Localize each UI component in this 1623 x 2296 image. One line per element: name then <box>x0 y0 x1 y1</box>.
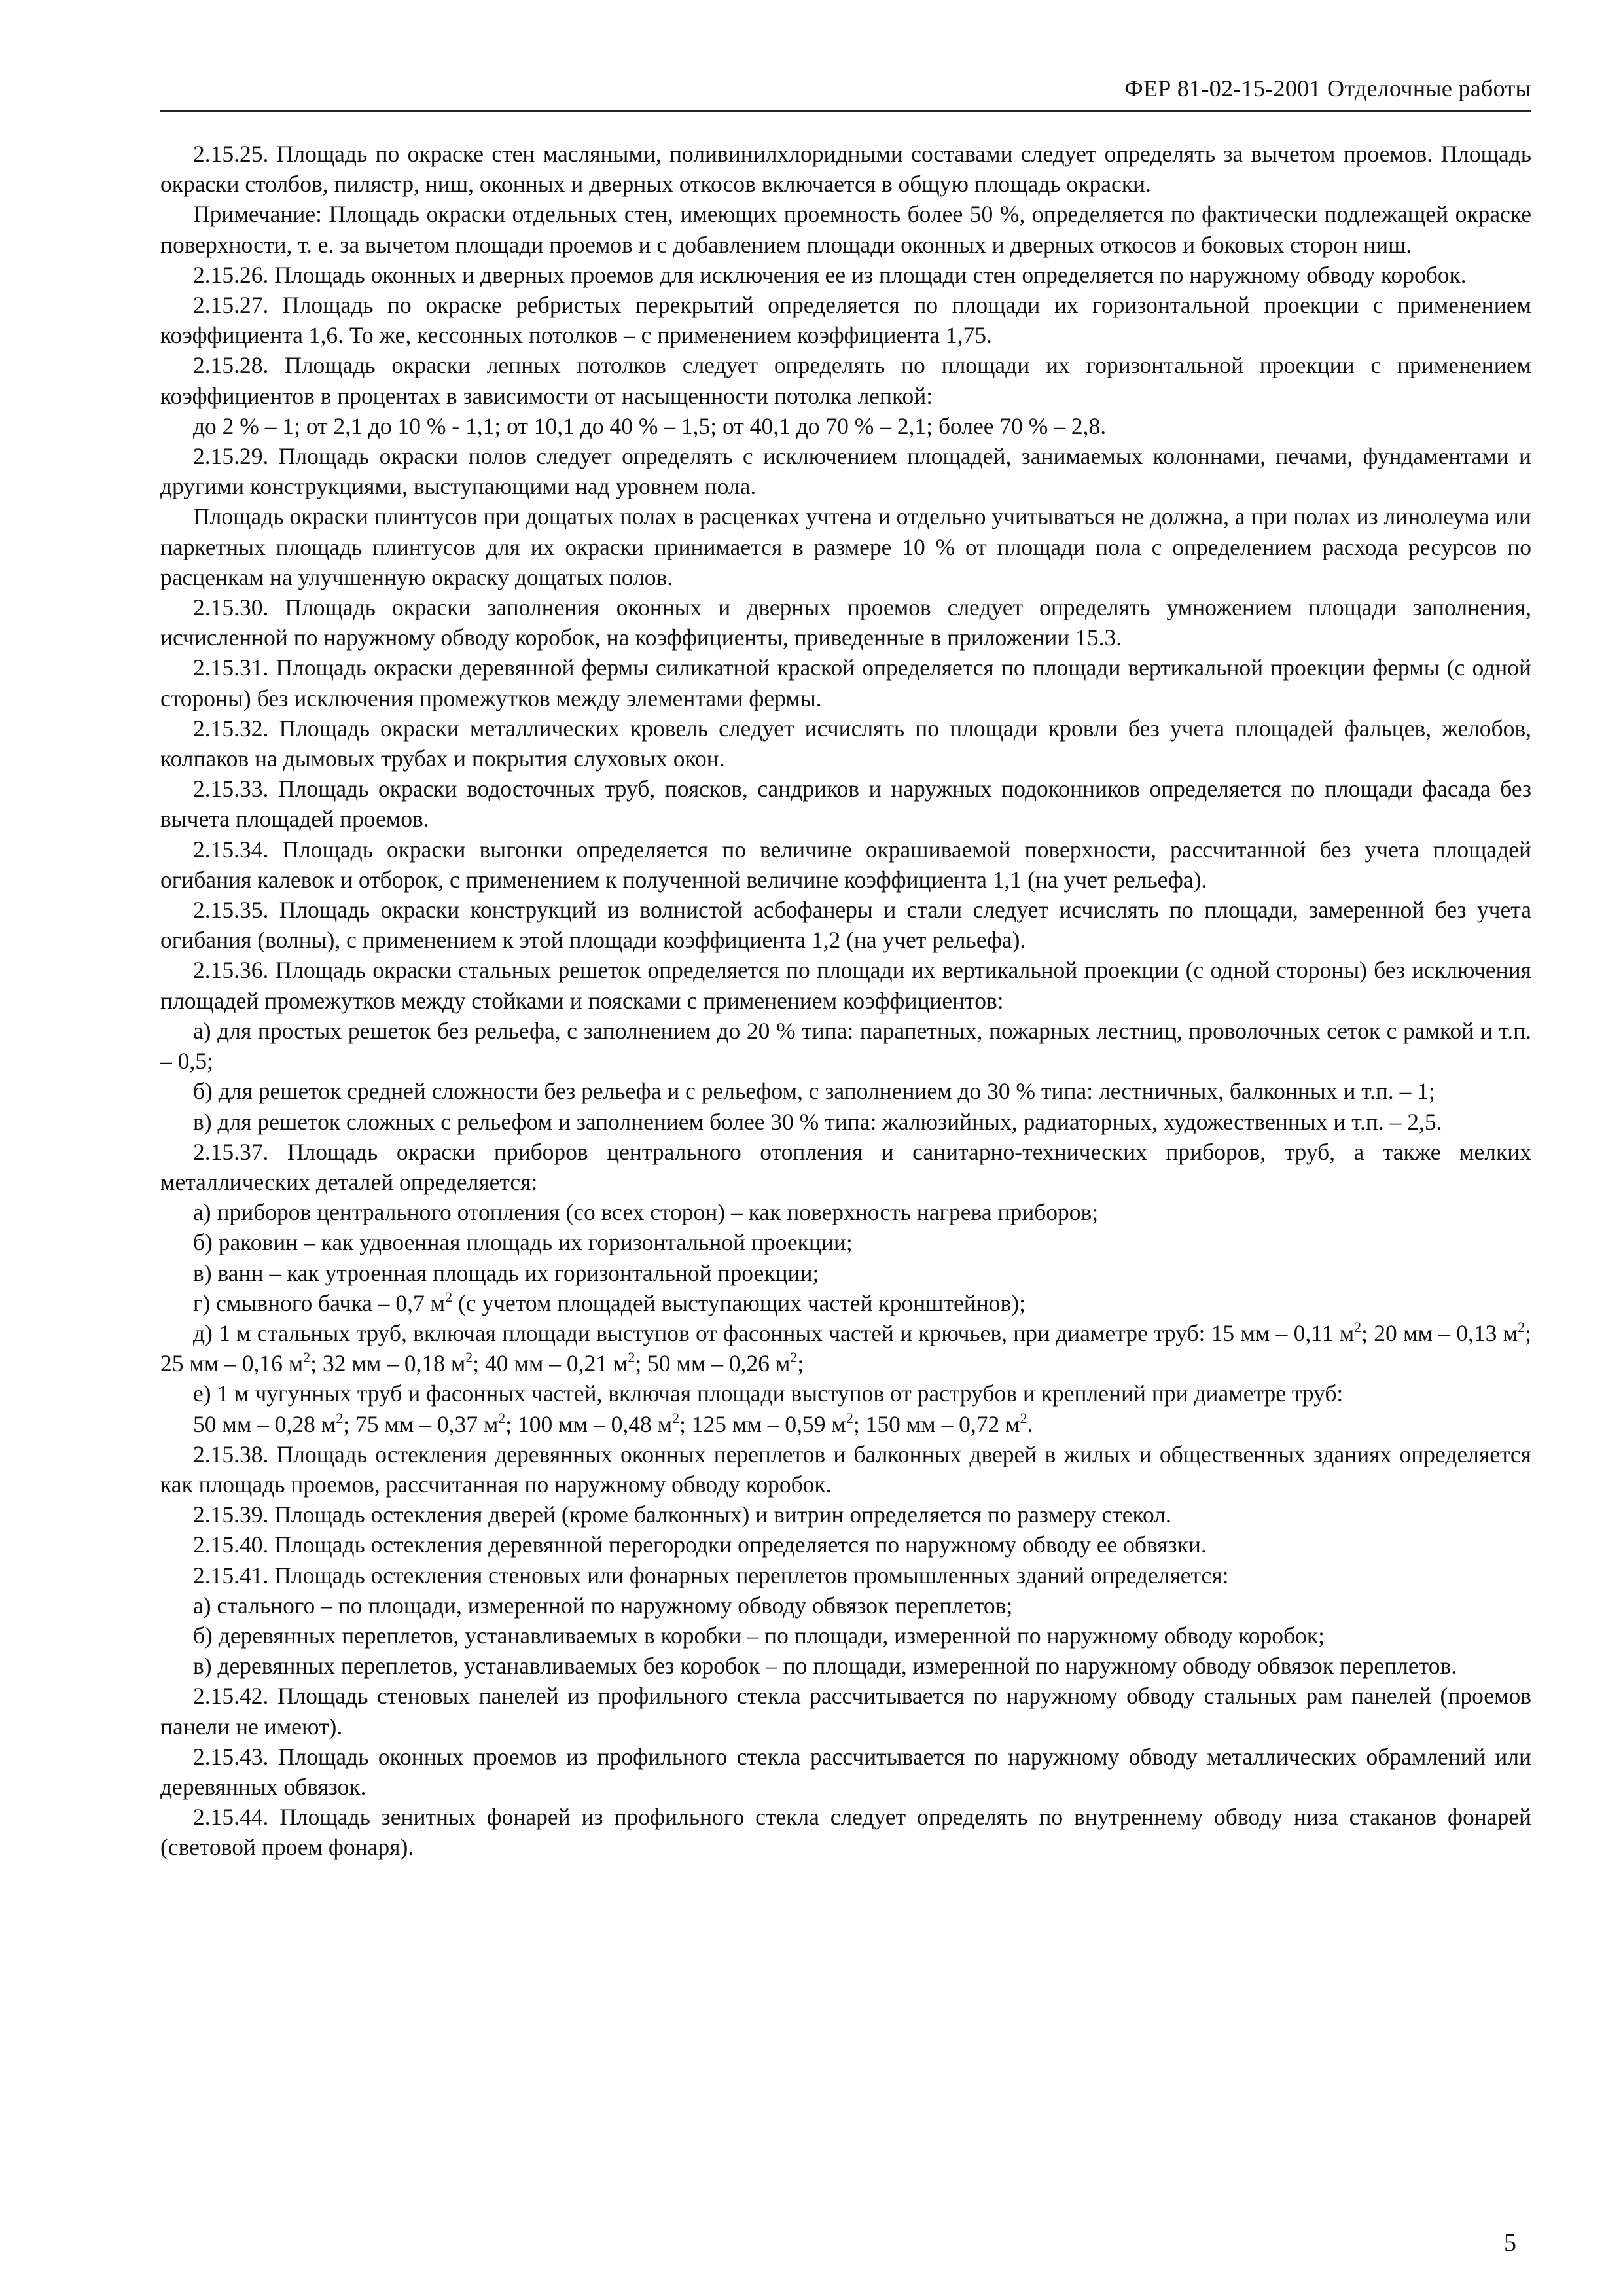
text-run: Примечание: Площадь окраски отдельных стен, имеющих проемность более 50 %, определяется по фактически подлежащей окраске поверхности, т. е. за вычетом площади проемов и с добавлением площади оконных и дверных откосов и боковых сторон ниш. <box>160 201 1531 258</box>
text-run: ; <box>797 1350 804 1377</box>
paragraph <box>160 1227 1531 1257</box>
paragraph <box>160 1016 1531 1076</box>
text-run: а) стального – по площади, измеренной по наружному обводу обвязок переплетов; <box>193 1592 1013 1619</box>
text-run: ; 100 мм – 0,48 м <box>505 1410 673 1437</box>
text-run: до 2 % – 1; от 2,1 до 10 % - 1,1; от 10,1 до 40 % – 1,5; от 40,1 до 70 % – 2,1; более 70 % – 2,8. <box>193 412 1107 439</box>
paragraph <box>160 411 1531 441</box>
document-body <box>160 139 1531 1863</box>
paragraph <box>160 139 1531 199</box>
text-run: 2.15.40. Площадь остекления деревянной перегородки определяется по наружному обводу ее обвязки. <box>193 1532 1207 1558</box>
paragraph <box>160 260 1531 290</box>
text-run: Площадь окраски плинтусов при дощатых полах в расценках учтена и отдельно учитываться не должна, а при полах из линолеума или паркетных площадь плинтусов для их окраски принимается в размере 10 % от площади пола с определением расхода ресурсов по расценкам на улучшенную окраску дощатых полов. <box>160 503 1531 590</box>
text-run: 2.15.38. Площадь остекления деревянных оконных переплетов и балконных дверей в жилых и общественных зданиях определяется как площадь проемов, рассчитанная по наружному обводу коробок. <box>160 1441 1531 1498</box>
paragraph <box>160 1318 1531 1378</box>
text-run: ; 125 мм – 0,59 м <box>679 1410 846 1437</box>
text-run: . <box>1027 1410 1033 1437</box>
text-run: 2.15.37. Площадь окраски приборов центрального отопления и санитарно-технических приборов, труб, а также мелких металлических деталей определяется: <box>160 1138 1531 1195</box>
paragraph <box>160 1409 1531 1439</box>
text-run: 2.15.41. Площадь остекления стеновых или фонарных переплетов промышленных зданий определяется: <box>193 1562 1229 1588</box>
text-run: б) деревянных переплетов, устанавливаемых в коробки – по площади, измеренной по наружному обводу коробок; <box>193 1622 1325 1649</box>
paragraph <box>160 1621 1531 1651</box>
text-run: 2.15.34. Площадь окраски выгонки определяется по величине окрашиваемой поверхности, рассчитанной без учета площадей огибания калевок и отборок, с применением к полученной величине коэффициента 1,1 (на учет рельефа). <box>160 836 1531 893</box>
paragraph <box>160 1590 1531 1621</box>
text-run: г) смывного бачка – 0,7 м <box>193 1289 446 1316</box>
text-run: 2.15.30. Площадь окраски заполнения оконных и дверных проемов следует определять умножением площади заполнения, исчисленной по наружному обводу коробок, на коэффициенты, приведенные в приложении 15.3. <box>160 594 1531 651</box>
text-run: в) ванн – как утроенная площадь их горизонтальной проекции; <box>193 1259 819 1286</box>
paragraph <box>160 1378 1531 1408</box>
text-run: а) приборов центрального отопления (со всех сторон) – как поверхность нагрева приборов; <box>193 1199 1099 1226</box>
paragraph <box>160 1107 1531 1137</box>
paragraph <box>160 592 1531 653</box>
page-number: 5 <box>1504 2229 1516 2257</box>
paragraph <box>160 1499 1531 1530</box>
paragraph <box>160 834 1531 895</box>
text-run: 2.15.44. Площадь зенитных фонарей из профильного стекла следует определять по внутреннему обводу низа стаканов фонарей (световой проем фонаря). <box>160 1804 1531 1861</box>
superscript: 2 <box>1518 1318 1525 1335</box>
paragraph <box>160 501 1531 592</box>
page-header <box>160 71 1531 112</box>
text-run: б) для решеток средней сложности без рельефа и с рельефом, с заполнением до 30 % типа: лестничных, балконных и т.п. – 1; <box>193 1078 1435 1105</box>
text-run: б) раковин – как удвоенная площадь их горизонтальной проекции; <box>193 1229 853 1256</box>
paragraph <box>160 1076 1531 1106</box>
paragraph <box>160 350 1531 410</box>
header-title: ФЕР 81-02-15-2001 Отделочные работы <box>1124 75 1531 101</box>
text-run: 2.15.28. Площадь окраски лепных потолков следует определять по площади их горизонтальной проекции с применением коэффициентов в процентах в зависимости от насыщенности потолка лепкой: <box>160 352 1531 409</box>
text-run: ; 25 мм – 0,16 м <box>160 1319 1531 1377</box>
text-run: ; 20 мм – 0,13 м <box>1361 1319 1518 1346</box>
text-run: 2.15.42. Площадь стеновых панелей из профильного стекла рассчитывается по наружному обводу стальных рам панелей (проемов панели не имеют). <box>160 1683 1531 1740</box>
paragraph <box>160 1651 1531 1681</box>
superscript: 2 <box>1020 1409 1027 1426</box>
paragraph <box>160 1137 1531 1197</box>
text-run: 2.15.29. Площадь окраски полов следует определять с исключением площадей, занимаемых колоннами, печами, фундаментами и другими конструкциями, выступающими над уровнем пола. <box>160 443 1531 500</box>
paragraph <box>160 1742 1531 1802</box>
text-run: 2.15.43. Площадь оконных проемов из профильного стекла рассчитывается по наружному обводу металлических обрамлений или деревянных обвязок. <box>160 1743 1531 1800</box>
text-run: 2.15.39. Площадь остекления дверей (кроме балконных) и витрин определяется по размеру стекол. <box>193 1501 1171 1528</box>
text-run: ; 32 мм – 0,18 м <box>310 1350 466 1377</box>
paragraph <box>160 774 1531 834</box>
paragraph <box>160 713 1531 774</box>
superscript: 2 <box>445 1288 453 1305</box>
paragraph <box>160 290 1531 350</box>
text-run: 50 мм – 0,28 м <box>193 1410 336 1437</box>
paragraph <box>160 1681 1531 1741</box>
paragraph <box>160 1560 1531 1590</box>
superscript: 2 <box>846 1409 853 1426</box>
text-run: д) 1 м стальных труб, включая площади выступов от фасонных частей и крючьев, при диаметре труб: 15 мм – 0,11 м <box>193 1319 1355 1346</box>
text-run: 2.15.33. Площадь окраски водосточных труб, поясков, сандриков и наружных подоконников определяется по площади фасада без вычета площадей проемов. <box>160 776 1531 833</box>
paragraph <box>160 1197 1531 1227</box>
paragraph <box>160 895 1531 955</box>
paragraph <box>160 1802 1531 1862</box>
superscript: 2 <box>1354 1318 1362 1335</box>
text-run: е) 1 м чугунных труб и фасонных частей, включая площади выступов от раструбов и креплений при диаметре труб: <box>193 1380 1344 1407</box>
text-run: 2.15.27. Площадь по окраске ребристых перекрытий определяется по площади их горизонтальной проекции с применением коэффициента 1,6. То же, кессонных потолков – с применением коэффициента 1,75. <box>160 292 1531 349</box>
superscript: 2 <box>672 1409 680 1426</box>
text-run: ; 75 мм – 0,37 м <box>343 1410 499 1437</box>
paragraph <box>160 199 1531 259</box>
text-run: (с учетом площадей выступающих частей кронштейнов); <box>452 1289 1026 1316</box>
text-run: 2.15.31. Площадь окраски деревянной фермы силикатной краской определяется по площади вертикальной проекции фермы (с одной стороны) без исключения промежутков между элементами фермы. <box>160 655 1531 711</box>
paragraph <box>160 441 1531 501</box>
paragraph <box>160 1288 1531 1318</box>
text-run: а) для простых решеток без рельефа, с заполнением до 20 % типа: парапетных, пожарных лестниц, проволочных сеток с рамкой и т.п. – 0,5; <box>160 1017 1531 1075</box>
paragraph <box>160 653 1531 713</box>
text-run: ; 50 мм – 0,26 м <box>635 1350 791 1377</box>
paragraph <box>160 955 1531 1015</box>
text-run: в) деревянных переплетов, устанавливаемых без коробок – по площади, измеренной по наружному обводу обвязок переплетов. <box>193 1653 1457 1679</box>
text-run: 2.15.25. Площадь по окраске стен масляными, поливинилхлоридными составами следует определять за вычетом проемов. Площадь окраски столбов, пилястр, ниш, оконных и дверных откосов включается в общую площадь окраски. <box>160 141 1531 198</box>
paragraph <box>160 1258 1531 1288</box>
superscript: 2 <box>790 1349 798 1366</box>
superscript: 2 <box>498 1409 506 1426</box>
paragraph <box>160 1439 1531 1499</box>
paragraph <box>160 1530 1531 1560</box>
text-run: ; 150 мм – 0,72 м <box>853 1410 1020 1437</box>
superscript: 2 <box>465 1349 473 1366</box>
text-run: 2.15.36. Площадь окраски стальных решеток определяется по площади их вертикальной проекции (с одной стороны) без исключения площадей промежутков между стойками и поясками с применением коэффициентов: <box>160 957 1531 1014</box>
superscript: 2 <box>628 1349 635 1366</box>
text-run: 2.15.32. Площадь окраски металлических кровель следует исчислять по площади кровли без учета площадей фальцев, желобов, колпаков на дымовых трубах и покрытия слуховых окон. <box>160 715 1531 772</box>
superscript: 2 <box>303 1349 311 1366</box>
text-run: 2.15.26. Площадь оконных и дверных проемов для исключения ее из площади стен определяется по наружному обводу коробок. <box>193 261 1467 288</box>
text-run: ; 40 мм – 0,21 м <box>473 1350 628 1377</box>
text-run: в) для решеток сложных с рельефом и заполнением более 30 % типа: жалюзийных, радиаторных, художественных и т.п. – 2,5. <box>193 1108 1442 1135</box>
text-run: 2.15.35. Площадь окраски конструкций из волнистой асбофанеры и стали следует исчислять по площади, замеренной без учета огибания (волны), с применением к этой площади коэффициента 1,2 (на учет рельефа). <box>160 897 1531 954</box>
superscript: 2 <box>336 1409 344 1426</box>
